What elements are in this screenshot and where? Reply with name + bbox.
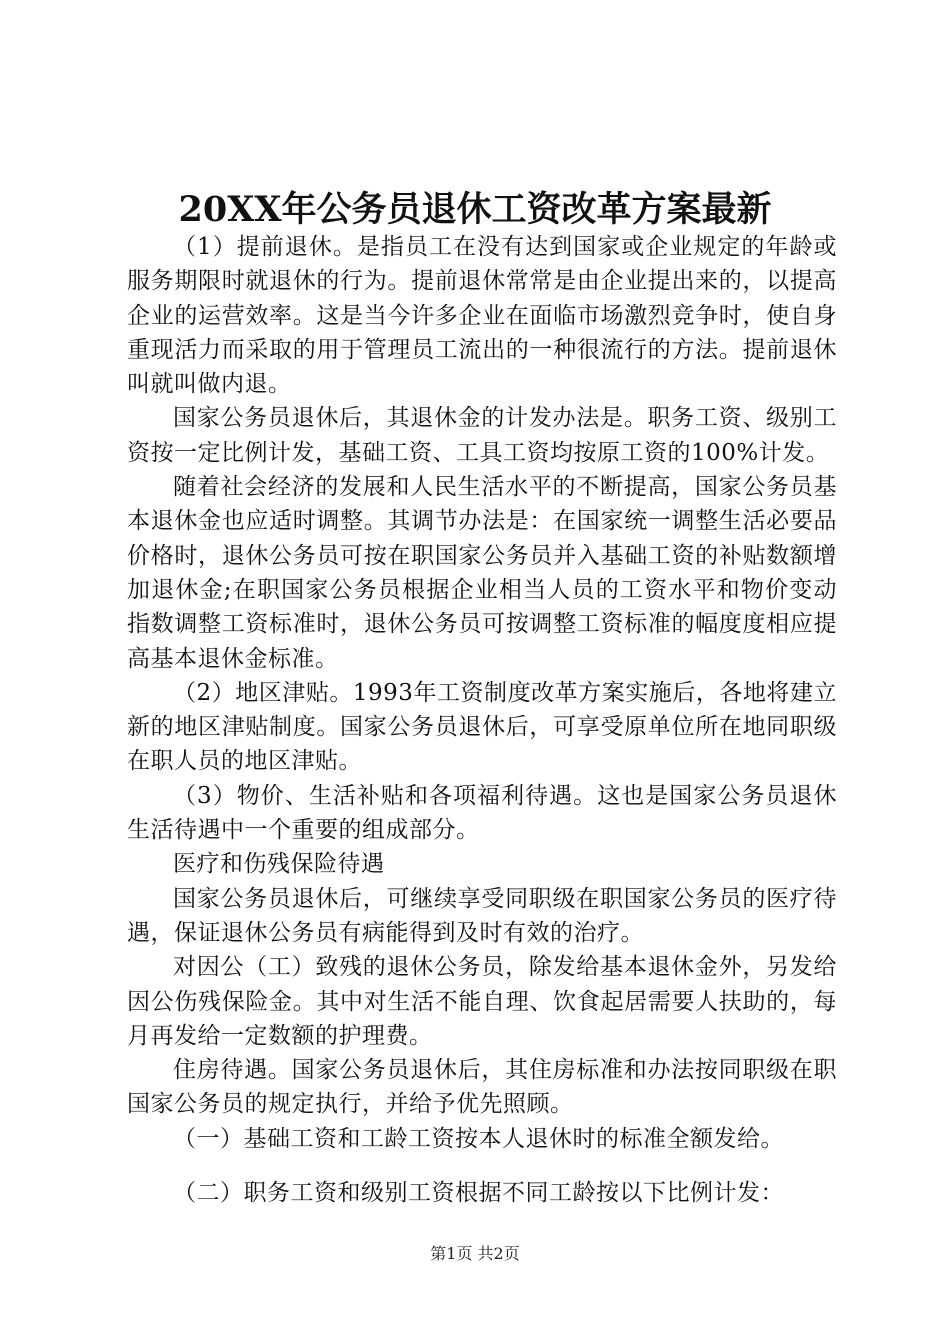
paragraph-disability-insurance: 对因公（工）致残的退休公务员，除发给基本退休金外，另发给因公伤残保险金。其中对生活不能自理、饮食起居需要人扶助的，每月再发给一定数额的护理费。 <box>127 954 837 1049</box>
paragraph-item-one: （一）基础工资和工龄工资按本人退休时的标准全额发给。 <box>173 1125 784 1152</box>
paragraph-medical-heading: 医疗和伤残保险待遇 <box>173 851 385 878</box>
paragraph-regional-allowance: （2）地区津贴。1993年工资制度改革方案实施后，各地将建立新的地区津贴制度。国家公务员退休后，可享受原单位所在地同职级在职人员的地区津贴。 <box>127 679 837 775</box>
page-footer: 第1页 共2页 <box>430 1244 520 1263</box>
paragraph-pension-calculation: 国家公务员退休后，其退休金的计发办法是。职务工资、级别工资按一定比例计发，基础工资、工具工资均按原工资的100%计发。 <box>127 405 837 466</box>
paragraph-housing: 住房待遇。国家公务员退休后，其住房标准和办法按同职级在职国家公务员的规定执行，并给予优先照顾。 <box>127 1057 837 1118</box>
paragraph-pension-adjustment: 随着社会经济的发展和人民生活水平的不断提高，国家公务员基本退休金也应适时调整。其调节办法是：在国家统一调整生活必要品价格时，退休公务员可按在职国家公务员并入基础工资的补贴数额增加退休金;在职国家公务员根据企业相当人员的工资水平和物价变动指数调整工资标准时，退休公务员可按调整工资标准的幅度度相应提高基本退休金标准。 <box>127 474 837 672</box>
document-body <box>127 230 837 1210</box>
paragraph-medical-treatment: 国家公务员退休后，可继续享受同职级在职国家公务员的医疗待遇，保证退休公务员有病能得到及时有效的治疗。 <box>127 885 837 946</box>
paragraph-item-two: （二）职务工资和级别工资根据不同工龄按以下比例计发： <box>173 1180 784 1207</box>
document-title: 20XX年公务员退休工资改革方案最新 <box>178 189 772 230</box>
paragraph-early-retirement: （1）提前退休。是指员工在没有达到国家或企业规定的年龄或服务期限时就退休的行为。提前退休常常是由企业提出来的，以提高企业的运营效率。这是当今许多企业在面临市场激烈竞争时，使自身重现活力而采取的用于管理员工流出的一种很流行的方法。提前退休叫就叫做内退。 <box>127 234 837 398</box>
paragraph-price-subsidies: （3）物价、生活补贴和各项福利待遇。这也是国家公务员退休生活待遇中一个重要的组成部分。 <box>127 782 837 844</box>
